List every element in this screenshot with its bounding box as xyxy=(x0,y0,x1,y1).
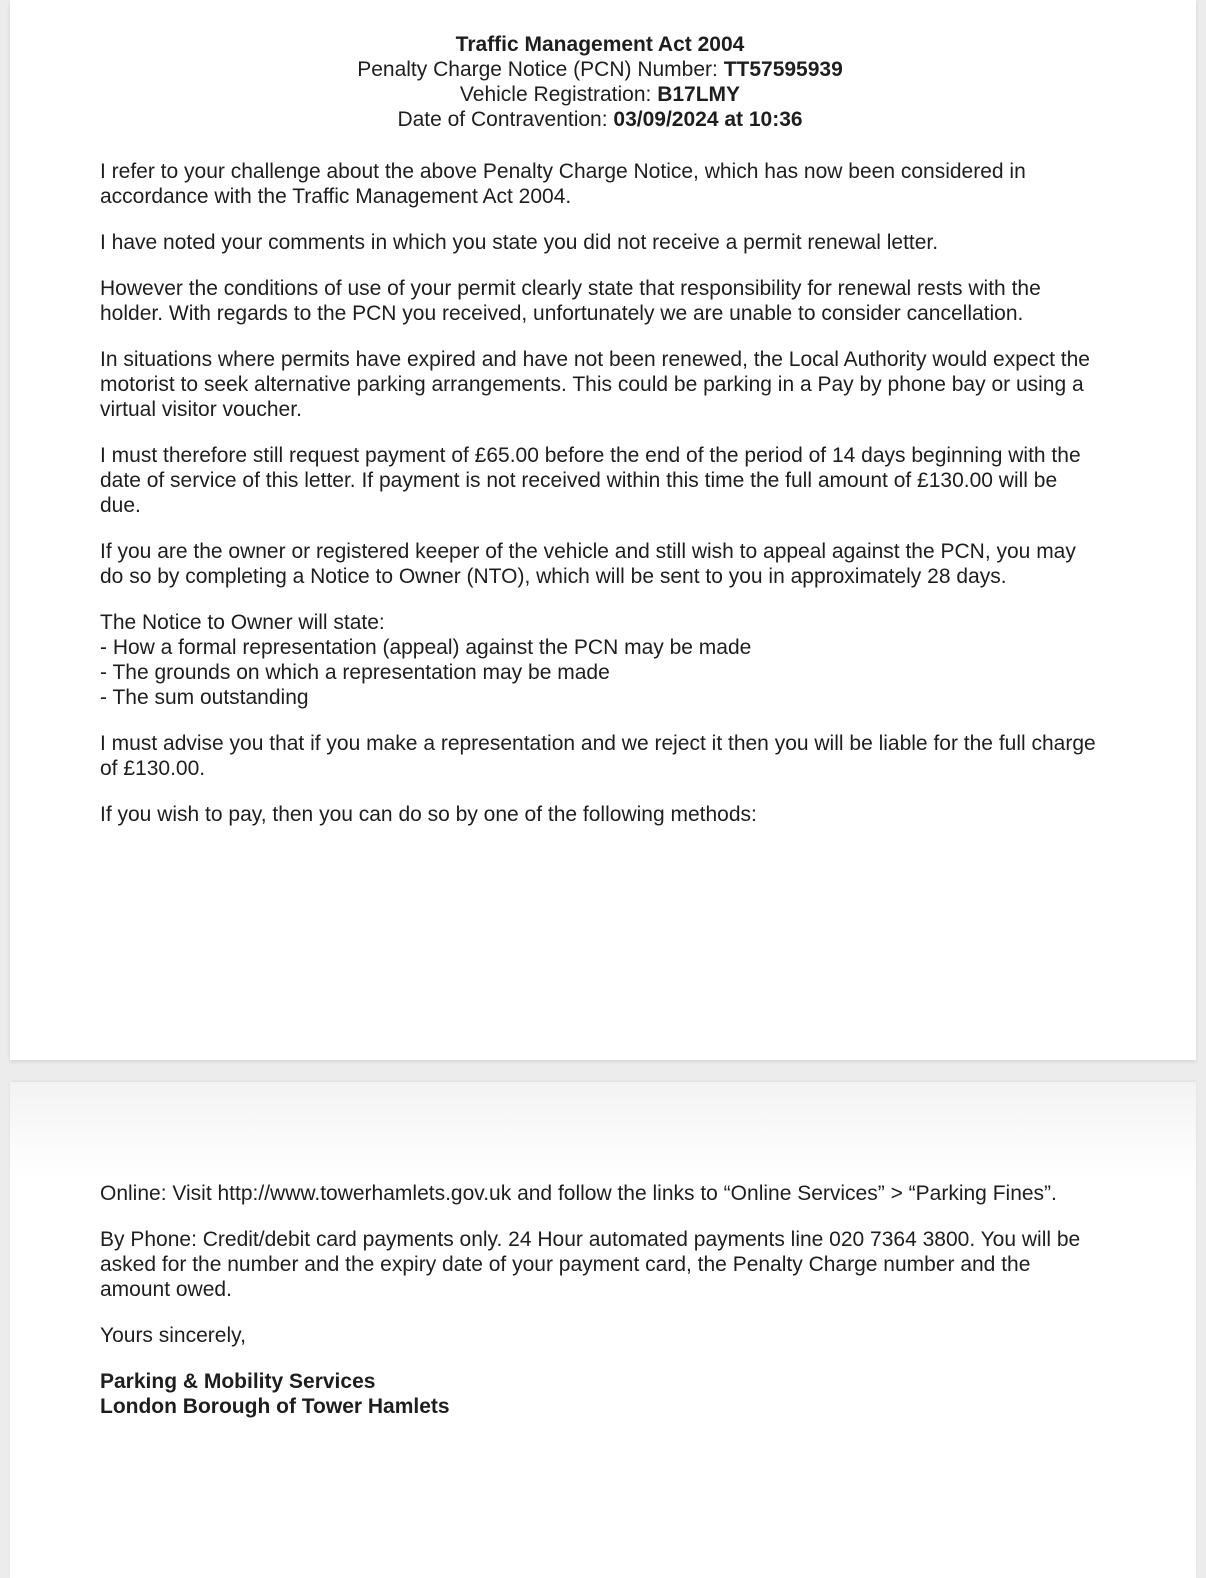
signature-block xyxy=(100,1369,1100,1419)
vehicle-registration-value: B17LMY xyxy=(657,83,741,106)
document-page-2 xyxy=(10,1082,1196,1578)
letter-paragraph-appeal-nto: If you are the owner or registered keeper of the vehicle and still wish to appeal against the PCN, you may do so by completing a Notice to Owner (NTO), which will be sent to you in approximately 28 days. xyxy=(100,540,1076,588)
letter-paragraph-noted-comments: I have noted your comments in which you state you did not receive a permit renewal letter. xyxy=(100,231,939,254)
contravention-date-line xyxy=(100,107,1100,132)
signature-authority: London Borough of Tower Hamlets xyxy=(100,1395,450,1418)
letter-paragraph-liability: I must advise you that if you make a representation and we reject it then you will be liable for the full charge of £130.00. xyxy=(100,732,1096,780)
letter-paragraph-conditions: However the conditions of use of your permit clearly state that responsibility for renewal rests with the holder. With regards to the PCN you received, unfortunately we are unable to consider cancellation. xyxy=(100,277,1041,325)
nto-list-intro: The Notice to Owner will state: xyxy=(100,611,385,634)
letter-paragraph-expired-permits: In situations where permits have expired and have not been renewed, the Local Authority would expect the motorist to seek alternative parking arrangements. This could be parking in a Pay by phone bay or using a virtual visitor voucher. xyxy=(100,348,1090,421)
letter-heading xyxy=(100,0,1100,132)
pcn-number-value: TT57595939 xyxy=(723,58,843,81)
payment-method-phone: By Phone: Credit/debit card payments only. 24 Hour automated payments line 020 7364 3800. You will be asked for the number and the expiry date of your payment card, the Penalty Charge number and the amount owed. xyxy=(100,1228,1081,1301)
nto-list-item-grounds: - The grounds on which a representation may be made xyxy=(100,661,610,684)
contravention-date-label: Date of Contravention: xyxy=(397,108,614,131)
letter-paragraph-refer: I refer to your challenge about the above Penalty Charge Notice, which has now been considered in accordance with the Traffic Management Act 2004. xyxy=(100,160,1026,208)
nto-list-item-sum: - The sum outstanding xyxy=(100,686,309,709)
letter-paragraph-payment-request: I must therefore still request payment of £65.00 before the end of the period of 14 days beginning with the date of service of this letter. If payment is not received within this time the full amount of £130.00 will be due. xyxy=(100,444,1081,517)
vehicle-registration-line xyxy=(100,82,1100,107)
signature-department: Parking & Mobility Services xyxy=(100,1370,376,1393)
nto-list xyxy=(100,610,1100,710)
valediction: Yours sincerely, xyxy=(100,1324,246,1347)
nto-list-item-representation: - How a formal representation (appeal) against the PCN may be made xyxy=(100,636,752,659)
document-page-1 xyxy=(10,0,1196,1060)
letter-title: Traffic Management Act 2004 xyxy=(455,33,745,56)
contravention-date-value: 03/09/2024 at 10:36 xyxy=(613,108,803,131)
vehicle-registration-label: Vehicle Registration: xyxy=(459,83,658,106)
payment-method-online: Online: Visit http://www.towerhamlets.gov.uk and follow the links to “Online Services” > “Parking Fines”. xyxy=(100,1182,1057,1205)
letter-body-page-1 xyxy=(10,0,1196,827)
letter-paragraph-payment-methods-intro: If you wish to pay, then you can do so by one of the following methods: xyxy=(100,803,757,826)
letter-body-page-2 xyxy=(10,1082,1196,1419)
pcn-number-label: Penalty Charge Notice (PCN) Number: xyxy=(357,58,724,81)
pcn-number-line xyxy=(100,57,1100,82)
